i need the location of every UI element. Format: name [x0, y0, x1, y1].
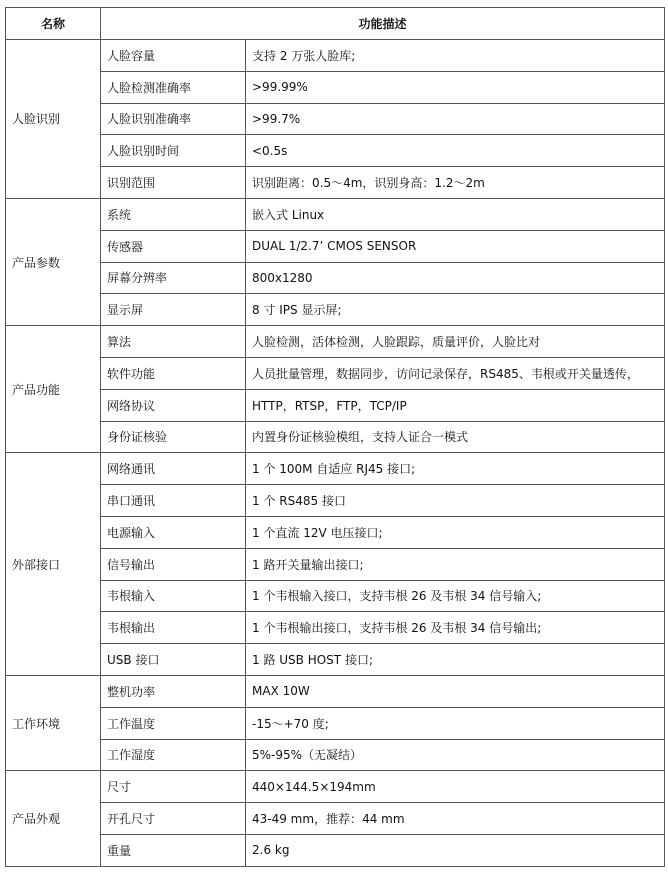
- item-cell: 重量: [101, 834, 246, 866]
- item-cell: 开孔尺寸: [101, 803, 246, 835]
- value-cell: 1 个直流 12V 电压接口;: [246, 516, 665, 548]
- item-cell: 整机功率: [101, 675, 246, 707]
- category-cell: 产品功能: [6, 326, 101, 453]
- value-cell: 8 寸 IPS 显示屏;: [246, 294, 665, 326]
- item-cell: 软件功能: [101, 357, 246, 389]
- item-cell: 网络通讯: [101, 453, 246, 485]
- item-cell: 系统: [101, 198, 246, 230]
- item-cell: 工作湿度: [101, 739, 246, 771]
- table-row: [6, 675, 665, 707]
- table-row: [6, 580, 665, 612]
- item-cell: 尺寸: [101, 771, 246, 803]
- category-cell: 人脸识别: [6, 40, 101, 199]
- value-cell: MAX 10W: [246, 675, 665, 707]
- table-row: [6, 834, 665, 866]
- spec-table: [5, 7, 665, 867]
- item-cell: 屏幕分辨率: [101, 262, 246, 294]
- value-cell: 人员批量管理，数据同步，访问记录保存，RS485、韦根或开关量透传，: [246, 357, 665, 389]
- table-row: [6, 485, 665, 517]
- table-row: [6, 548, 665, 580]
- spec-body: [6, 40, 665, 867]
- header-row: [6, 8, 665, 40]
- table-row: [6, 421, 665, 453]
- value-cell: >99.99%: [246, 71, 665, 103]
- value-cell: 440×144.5×194mm: [246, 771, 665, 803]
- table-row: [6, 453, 665, 485]
- item-cell: 识别范围: [101, 167, 246, 199]
- value-cell: 1 个 RS485 接口: [246, 485, 665, 517]
- value-cell: 人脸检测，活体检测，人脸跟踪，质量评价，人脸比对: [246, 326, 665, 358]
- category-cell: 外部接口: [6, 453, 101, 676]
- table-row: [6, 516, 665, 548]
- value-cell: 1 个韦根输入接口，支持韦根 26 及韦根 34 信号输入;: [246, 580, 665, 612]
- table-row: [6, 294, 665, 326]
- value-cell: -15～+70 度;: [246, 707, 665, 739]
- table-row: [6, 71, 665, 103]
- value-cell: HTTP，RTSP，FTP，TCP/IP: [246, 389, 665, 421]
- header-name: 名称: [6, 8, 101, 40]
- item-cell: 电源输入: [101, 516, 246, 548]
- table-row: [6, 262, 665, 294]
- item-cell: USB 接口: [101, 644, 246, 676]
- value-cell: 支持 2 万张人脸库;: [246, 40, 665, 72]
- value-cell: >99.7%: [246, 103, 665, 135]
- item-cell: 显示屏: [101, 294, 246, 326]
- table-row: [6, 230, 665, 262]
- table-row: [6, 389, 665, 421]
- table-row: [6, 739, 665, 771]
- table-row: [6, 644, 665, 676]
- table-row: [6, 198, 665, 230]
- category-cell: 产品外观: [6, 771, 101, 866]
- table-row: [6, 167, 665, 199]
- value-cell: 识别距离：0.5～4m，识别身高：1.2～2m: [246, 167, 665, 199]
- category-cell: 工作环境: [6, 675, 101, 770]
- table-row: [6, 326, 665, 358]
- value-cell: 2.6 kg: [246, 834, 665, 866]
- table-row: [6, 103, 665, 135]
- item-cell: 韦根输入: [101, 580, 246, 612]
- table-row: [6, 135, 665, 167]
- value-cell: 5%-95%（无凝结）: [246, 739, 665, 771]
- value-cell: 800x1280: [246, 262, 665, 294]
- item-cell: 串口通讯: [101, 485, 246, 517]
- table-row: [6, 707, 665, 739]
- table-row: [6, 40, 665, 72]
- value-cell: 1 个 100M 自适应 RJ45 接口;: [246, 453, 665, 485]
- value-cell: 43-49 mm，推荐：44 mm: [246, 803, 665, 835]
- category-cell: 产品参数: [6, 198, 101, 325]
- item-cell: 人脸识别准确率: [101, 103, 246, 135]
- table-row: [6, 612, 665, 644]
- table-row: [6, 803, 665, 835]
- value-cell: 嵌入式 Linux: [246, 198, 665, 230]
- value-cell: 1 个韦根输出接口，支持韦根 26 及韦根 34 信号输出;: [246, 612, 665, 644]
- header-desc: 功能描述: [101, 8, 665, 40]
- table-row: [6, 771, 665, 803]
- item-cell: 人脸容量: [101, 40, 246, 72]
- item-cell: 算法: [101, 326, 246, 358]
- item-cell: 人脸识别时间: [101, 135, 246, 167]
- item-cell: 信号输出: [101, 548, 246, 580]
- item-cell: 工作温度: [101, 707, 246, 739]
- value-cell: 1 路开关量输出接口;: [246, 548, 665, 580]
- item-cell: 身份证核验: [101, 421, 246, 453]
- value-cell: 内置身份证核验模组，支持人证合一模式: [246, 421, 665, 453]
- value-cell: 1 路 USB HOST 接口;: [246, 644, 665, 676]
- item-cell: 人脸检测准确率: [101, 71, 246, 103]
- table-row: [6, 357, 665, 389]
- value-cell: DUAL 1/2.7’ CMOS SENSOR: [246, 230, 665, 262]
- value-cell: <0.5s: [246, 135, 665, 167]
- item-cell: 韦根输出: [101, 612, 246, 644]
- item-cell: 传感器: [101, 230, 246, 262]
- item-cell: 网络协议: [101, 389, 246, 421]
